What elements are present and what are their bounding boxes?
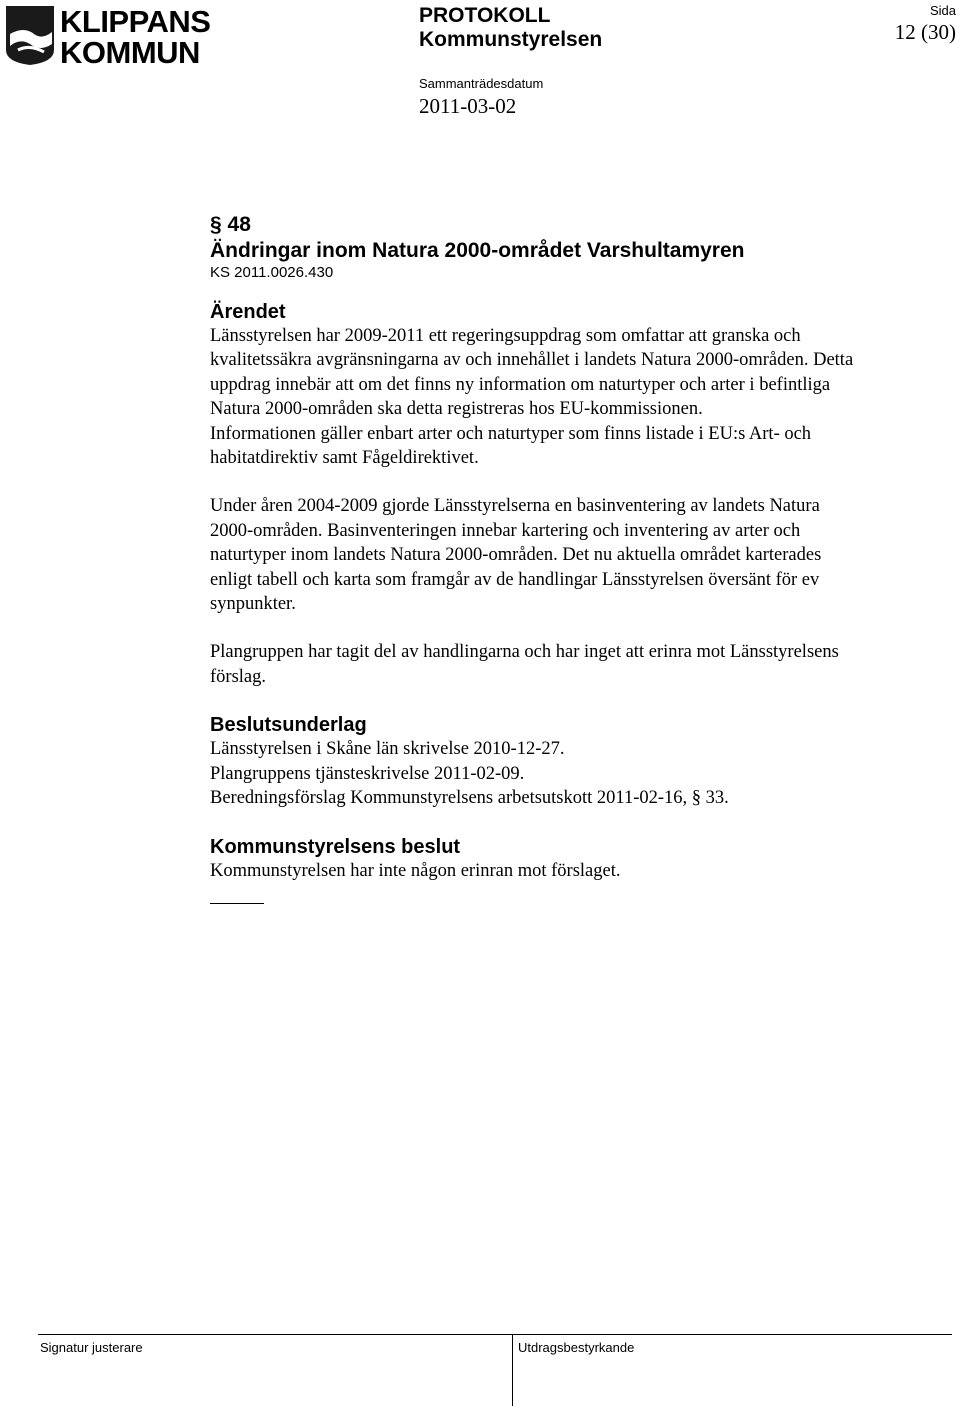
heading-beslutsunderlag: Beslutsunderlag bbox=[210, 714, 367, 737]
page-number: 12 (30) bbox=[894, 20, 956, 44]
paragraph-arendet-3: Plangruppen har tagit del av handlingarna och har inget att erinra mot Länsstyrelsens förslag. bbox=[210, 642, 839, 687]
list-item: Plangruppens tjänsteskrivelse 2011-02-09. bbox=[210, 763, 525, 784]
page-label: Sida bbox=[929, 3, 956, 18]
heading-arendet: Ärendet bbox=[210, 301, 286, 323]
paragraph-arendet-2: Under åren 2004-2009 gjorde Länsstyrelserna en basinventering av landets Natura 2000-områden. Basinventeringen innebar kartering och inventering av arter och naturtyper inom landets Natura 2000-områden. Det nu aktuella området karterades enligt tabell och karta som framgår av de handlingar Länsstyrelsen översänt för ev synpunkter. bbox=[210, 496, 822, 615]
case-number: KS 2011.0026.430 bbox=[210, 264, 334, 281]
list-beslutsunderlag bbox=[210, 737, 950, 810]
end-rule bbox=[210, 903, 264, 904]
meeting-date: 2011-03-02 bbox=[419, 94, 517, 118]
paragraph-beslut: Kommunstyrelsen har inte någon erinran mot förslaget. bbox=[210, 860, 621, 881]
list-item: Beredningsförslag Kommunstyrelsens arbetsutskott 2011-02-16, § 33. bbox=[210, 788, 729, 809]
signature-label: Signatur justerare bbox=[40, 1340, 143, 1355]
extract-label: Utdragsbestyrkande bbox=[518, 1340, 635, 1355]
municipality-logo bbox=[4, 4, 216, 68]
logo-emblem-icon bbox=[4, 4, 56, 66]
committee-name: Kommunstyrelsen bbox=[419, 28, 603, 51]
section-number: § 48 bbox=[210, 213, 251, 236]
logo-text-line2: KOMMUN bbox=[60, 35, 200, 70]
logo-text-line1: KLIPPANS bbox=[60, 4, 211, 39]
section-sign-icon: § bbox=[210, 213, 228, 236]
list-item: Länsstyrelsen i Skåne län skrivelse 2010-12-27. bbox=[210, 739, 565, 760]
footer-rule bbox=[38, 1334, 952, 1335]
meeting-date-label: Sammanträdesdatum bbox=[419, 76, 544, 91]
footer-divider bbox=[512, 1334, 513, 1406]
protocol-body bbox=[210, 212, 950, 904]
heading-beslut: Kommunstyrelsens beslut bbox=[210, 835, 461, 858]
paragraph-arendet-1: Länsstyrelsen har 2009-2011 ett regeringsuppdrag som omfattar att granska och kvalitetssäkra avgränsningarna av och innehållet i landets Natura 2000-områden. Detta uppdrag innebär att om det finns ny information om naturtyper och arter i befintliga Natura 2000-områden ska detta registreras hos EU-kommissionen. Informationen gäller enbart arter och naturtyper som finns listade i EU:s Art- och habitatdirektiv samt Fågeldirektivet. bbox=[210, 326, 854, 469]
section-title: Ändringar inom Natura 2000-området Varshultamyren bbox=[210, 239, 745, 262]
document-type: PROTOKOLL bbox=[419, 4, 551, 27]
